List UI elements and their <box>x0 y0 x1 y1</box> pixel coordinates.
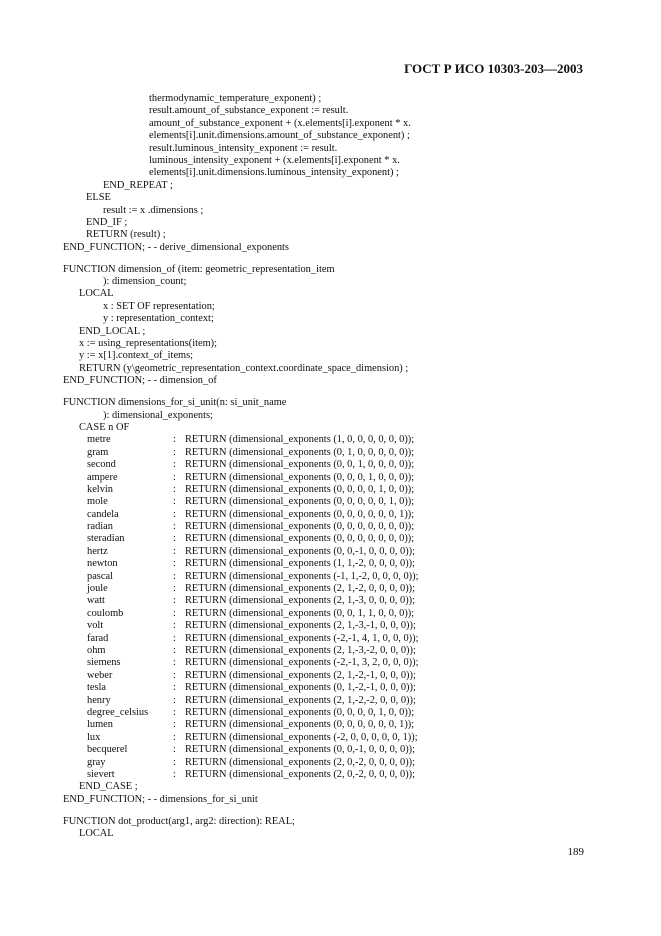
code-line: ELSE <box>86 192 111 204</box>
case-return: RETURN (dimensional_exponents (0, 0,-1, 0, 0, 0, 0)); <box>185 545 416 557</box>
case-return: RETURN (dimensional_exponents (0, 0, 0, 0, 0, 0, 0)); <box>185 521 415 533</box>
code-line: RETURN (y\geometric_representation_context.coordinate_space_dimension) ; <box>79 362 409 374</box>
code-line: x : SET OF representation; <box>103 300 215 312</box>
code-line: LOCAL <box>79 828 114 840</box>
case-unit: degree_celsius <box>87 706 149 718</box>
page-number: 189 <box>567 846 584 858</box>
case-row <box>63 657 583 669</box>
case-unit: second <box>87 459 116 471</box>
case-row <box>63 571 583 583</box>
case-colon: : <box>173 632 176 644</box>
code-line: LOCAL <box>79 288 114 300</box>
case-unit: ampere <box>87 471 118 483</box>
case-unit: newton <box>87 558 118 570</box>
case-colon: : <box>173 620 176 632</box>
code-line: amount_of_substance_exponent + (x.elements[i].exponent * x. <box>149 117 411 129</box>
code-line: END_FUNCTION; - - dimension_of <box>63 375 217 387</box>
case-unit: radian <box>87 521 113 533</box>
case-colon: : <box>173 731 176 743</box>
case-row <box>63 472 583 484</box>
case-unit: henry <box>87 694 111 706</box>
case-return: RETURN (dimensional_exponents (2, 1,-2,-1, 0, 0, 0)); <box>185 669 416 681</box>
case-unit: gram <box>87 446 109 458</box>
case-colon: : <box>173 744 176 756</box>
case-unit: becquerel <box>87 744 128 756</box>
case-return: RETURN (dimensional_exponents (0, 1, 0, 0, 0, 0, 0)); <box>185 446 415 458</box>
case-colon: : <box>173 706 176 718</box>
case-return: RETURN (dimensional_exponents (2, 1,-2,-2, 0, 0, 0)); <box>185 694 416 706</box>
case-return: RETURN (dimensional_exponents (0, 1,-2,-1, 0, 0, 0)); <box>185 682 416 694</box>
case-return: RETURN (dimensional_exponents (2, 1,-3, 0, 0, 0, 0)); <box>185 595 416 607</box>
code-line: FUNCTION dimension_of (item: geometric_representation_item <box>63 263 335 275</box>
code-line: CASE n OF <box>79 421 130 433</box>
code-line: END_CASE ; <box>79 781 138 793</box>
case-row <box>63 645 583 657</box>
case-row <box>63 620 583 632</box>
case-return: RETURN (dimensional_exponents (2, 0,-2, 0, 0, 0, 0)); <box>185 756 416 768</box>
code-line: y : representation_context; <box>103 313 214 325</box>
case-colon: : <box>173 669 176 681</box>
case-unit: farad <box>87 632 109 644</box>
case-return: RETURN (dimensional_exponents (-2, 0, 0, 0, 0, 0, 1)); <box>185 731 418 743</box>
case-colon: : <box>173 768 176 780</box>
case-return: RETURN (dimensional_exponents (0, 0,-1, 0, 0, 0, 0)); <box>185 744 416 756</box>
case-row <box>63 583 583 595</box>
case-row <box>63 682 583 694</box>
case-colon: : <box>173 657 176 669</box>
case-colon: : <box>173 459 176 471</box>
case-return: RETURN (dimensional_exponents (2, 1,-3,-2, 0, 0, 0)); <box>185 644 416 656</box>
case-colon: : <box>173 682 176 694</box>
case-table <box>63 434 583 781</box>
case-unit: watt <box>87 595 105 607</box>
case-colon: : <box>173 446 176 458</box>
case-unit: coulomb <box>87 607 124 619</box>
case-return: RETURN (dimensional_exponents (0, 0, 0, 0, 1, 0, 0)); <box>185 483 415 495</box>
case-unit: kelvin <box>87 483 113 495</box>
case-return: RETURN (dimensional_exponents (0, 0, 0, 0, 0, 0, 1)); <box>185 508 415 520</box>
case-return: RETURN (dimensional_exponents (0, 0, 0, 1, 0, 0, 0)); <box>185 471 415 483</box>
code-line: result.amount_of_substance_exponent := result. <box>149 105 349 117</box>
case-colon: : <box>173 607 176 619</box>
code-line: END_LOCAL ; <box>79 325 146 337</box>
case-return: RETURN (dimensional_exponents (2, 1,-3,-1, 0, 0, 0)); <box>185 620 416 632</box>
case-colon: : <box>173 558 176 570</box>
case-unit: ohm <box>87 644 106 656</box>
standard-header: ГОСТ Р ИСО 10303-203—2003 <box>404 61 583 76</box>
case-row <box>63 459 583 471</box>
case-row <box>63 757 583 769</box>
case-unit: lumen <box>87 719 113 731</box>
case-row <box>63 633 583 645</box>
code-line: result.luminous_intensity_exponent := result. <box>149 142 338 154</box>
case-unit: tesla <box>87 682 107 694</box>
code-line: luminous_intensity_exponent + (x.elements[i].exponent * x. <box>149 154 400 166</box>
case-colon: : <box>173 483 176 495</box>
case-colon: : <box>173 570 176 582</box>
code-line: x := using_representations(item); <box>79 338 218 350</box>
code-line: result := x .dimensions ; <box>103 204 204 216</box>
case-colon: : <box>173 719 176 731</box>
code-line: RETURN (result) ; <box>86 229 166 241</box>
case-row <box>63 434 583 446</box>
case-unit: siemens <box>87 657 121 669</box>
code-line: y := x[1].context_of_items; <box>79 350 194 362</box>
case-return: RETURN (dimensional_exponents (2, 1,-2, 0, 0, 0, 0)); <box>185 583 416 595</box>
case-row <box>63 484 583 496</box>
case-unit: mole <box>87 496 108 508</box>
case-row <box>63 546 583 558</box>
case-unit: joule <box>87 583 108 595</box>
case-return: RETURN (dimensional_exponents (-2,-1, 3, 2, 0, 0, 0)); <box>185 657 419 669</box>
case-return: RETURN (dimensional_exponents (-1, 1,-2, 0, 0, 0, 0)); <box>185 570 419 582</box>
case-row <box>63 695 583 707</box>
case-colon: : <box>173 583 176 595</box>
code-line: END_FUNCTION; - - derive_dimensional_exponents <box>63 241 289 253</box>
code-line: ): dimensional_exponents; <box>103 409 213 421</box>
case-row <box>63 707 583 719</box>
code-line: END_FUNCTION; - - dimensions_for_si_unit <box>63 793 258 805</box>
case-colon: : <box>173 521 176 533</box>
case-return: RETURN (dimensional_exponents (1, 1,-2, 0, 0, 0, 0)); <box>185 558 416 570</box>
case-colon: : <box>173 471 176 483</box>
case-return: RETURN (dimensional_exponents (1, 0, 0, 0, 0, 0, 0)); <box>185 434 415 446</box>
case-unit: pascal <box>87 570 113 582</box>
case-row <box>63 670 583 682</box>
case-return: RETURN (dimensional_exponents (2, 0,-2, 0, 0, 0, 0)); <box>185 768 416 780</box>
case-colon: : <box>173 508 176 520</box>
case-unit: metre <box>87 434 111 446</box>
case-colon: : <box>173 595 176 607</box>
case-row <box>63 595 583 607</box>
code-listing <box>63 93 583 840</box>
case-unit: volt <box>87 620 104 632</box>
case-row <box>63 533 583 545</box>
case-row <box>63 509 583 521</box>
case-colon: : <box>173 756 176 768</box>
case-return: RETURN (dimensional_exponents (0, 0, 1, 0, 0, 0, 0)); <box>185 459 415 471</box>
case-colon: : <box>173 434 176 446</box>
code-line: END_REPEAT ; <box>103 179 173 191</box>
code-line: elements[i].unit.dimensions.luminous_intensity_exponent) ; <box>149 167 399 179</box>
case-return: RETURN (dimensional_exponents (0, 0, 1, 1, 0, 0, 0)); <box>185 607 415 619</box>
case-return: RETURN (dimensional_exponents (-2,-1, 4, 1, 0, 0, 0)); <box>185 632 419 644</box>
case-row <box>63 558 583 570</box>
case-colon: : <box>173 533 176 545</box>
case-return: RETURN (dimensional_exponents (0, 0, 0, 0, 1, 0, 0)); <box>185 706 415 718</box>
case-unit: gray <box>87 756 106 768</box>
case-row <box>63 608 583 620</box>
case-colon: : <box>173 694 176 706</box>
case-unit: weber <box>87 669 113 681</box>
case-row <box>63 769 583 781</box>
case-row <box>63 732 583 744</box>
case-row <box>63 521 583 533</box>
case-unit: candela <box>87 508 119 520</box>
code-line: elements[i].unit.dimensions.amount_of_substance_exponent) ; <box>149 130 410 142</box>
case-return: RETURN (dimensional_exponents (0, 0, 0, 0, 0, 0, 0)); <box>185 533 415 545</box>
case-colon: : <box>173 545 176 557</box>
case-row <box>63 719 583 731</box>
code-line: FUNCTION dimensions_for_si_unit(n: si_unit_name <box>63 397 287 409</box>
code-line: thermodynamic_temperature_exponent) ; <box>149 93 322 104</box>
case-unit: steradian <box>87 533 125 545</box>
case-colon: : <box>173 496 176 508</box>
case-return: RETURN (dimensional_exponents (0, 0, 0, 0, 0, 1, 0)); <box>185 496 415 508</box>
case-return: RETURN (dimensional_exponents (0, 0, 0, 0, 0, 0, 1)); <box>185 719 415 731</box>
case-row <box>63 496 583 508</box>
case-unit: sievert <box>87 768 115 780</box>
case-unit: lux <box>87 731 101 743</box>
code-line: ): dimension_count; <box>103 276 187 288</box>
case-row <box>63 447 583 459</box>
case-colon: : <box>173 644 176 656</box>
code-line: END_IF ; <box>86 216 128 228</box>
case-row <box>63 744 583 756</box>
code-line: FUNCTION dot_product(arg1, arg2: direction): REAL; <box>63 815 295 827</box>
case-unit: hertz <box>87 545 108 557</box>
